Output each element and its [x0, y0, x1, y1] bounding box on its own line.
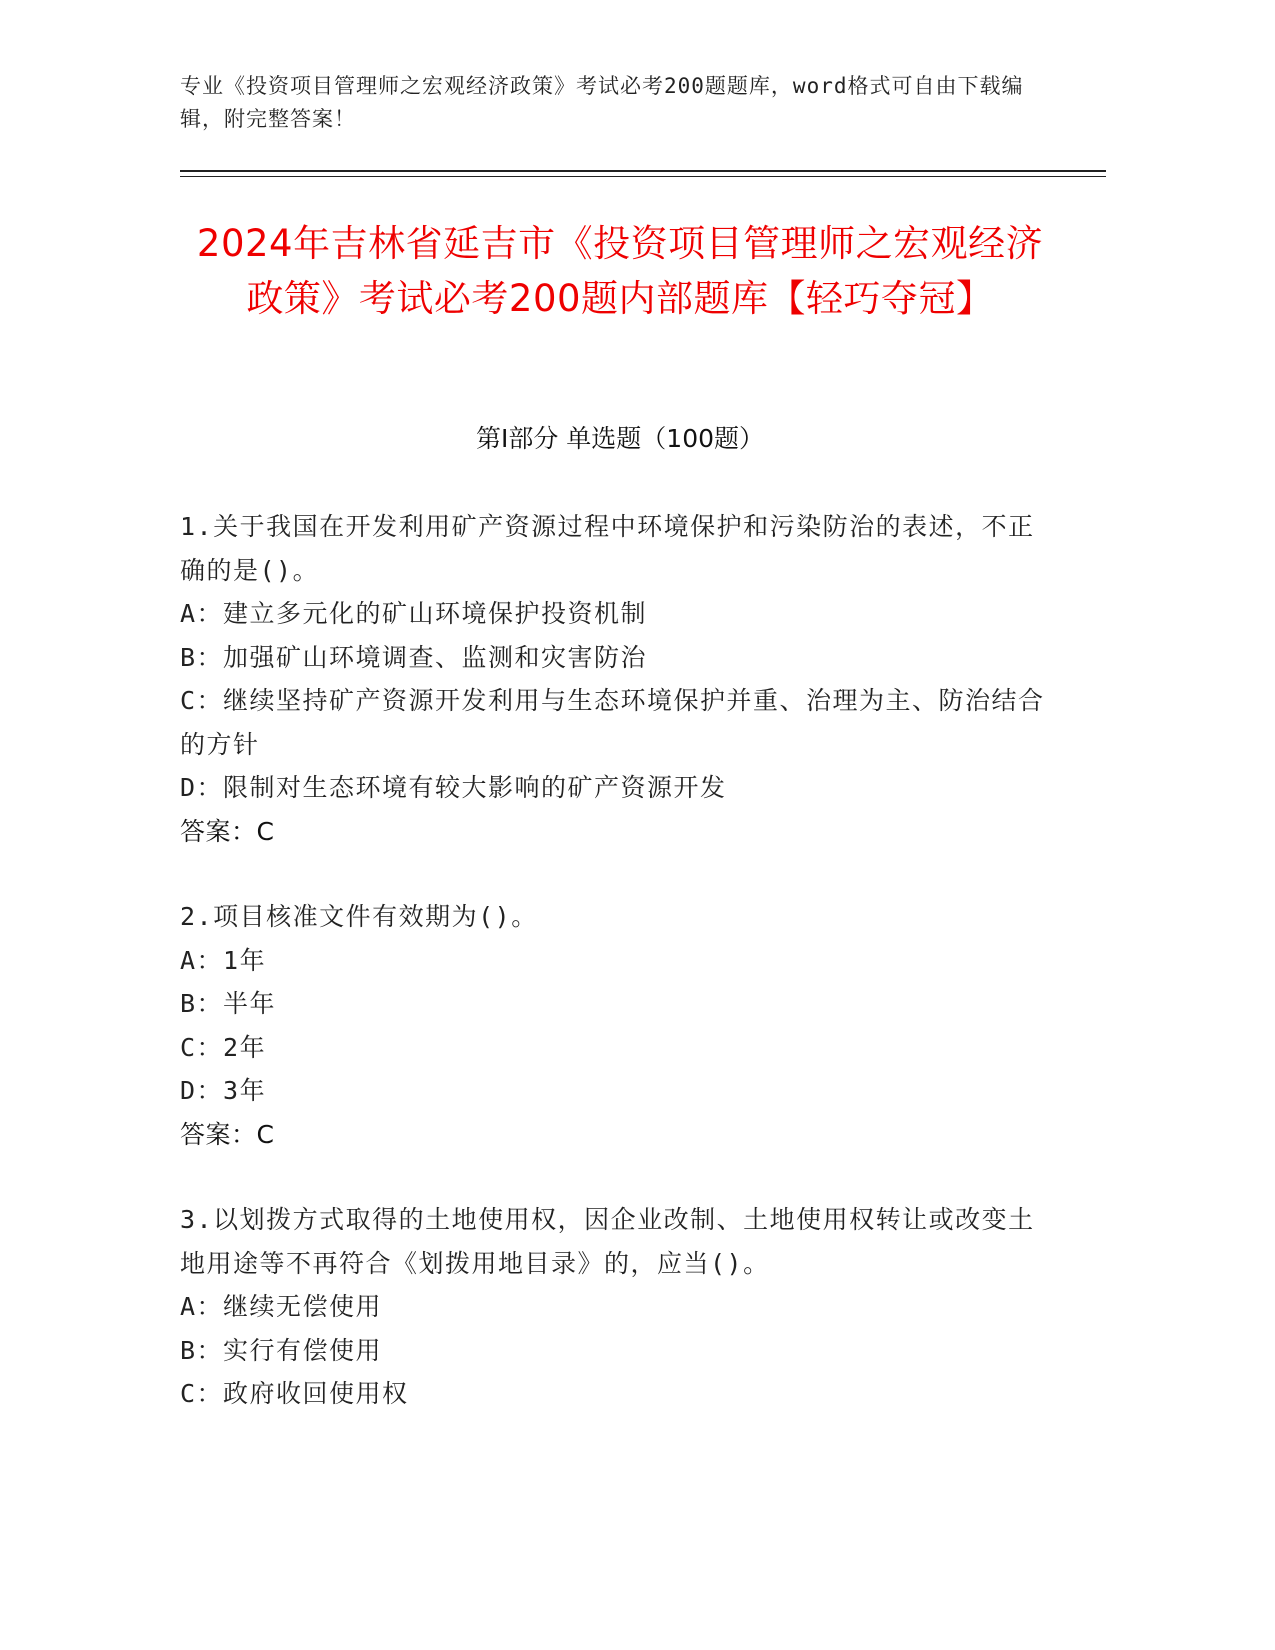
header-note: 专业《投资项目管理师之宏观经济政策》考试必考200题题库，word格式可自由下载编辑，附完整答案！ — [180, 74, 1024, 131]
option-b: B：加强矿山环境调查、监测和灾害防治 — [180, 642, 648, 672]
answer: 答案：C — [180, 1119, 275, 1149]
header-rule-thin — [180, 176, 1106, 177]
option-c: C：政府收回使用权 — [180, 1379, 409, 1408]
option-a: A：建立多元化的矿山环境保护投资机制 — [180, 599, 648, 628]
document-title: 2024年吉林省延吉市《投资项目管理师之宏观经济政策》考试必考200题内部题库【轻巧夺冠】 — [196, 222, 1044, 320]
option-a: A：继续无偿使用 — [180, 1292, 383, 1321]
question-list — [180, 505, 1060, 1458]
question-3 — [180, 1198, 1060, 1416]
option-a: A：1年 — [180, 945, 267, 975]
section-heading: 第Ⅰ部分 单选题（100题） — [475, 424, 765, 453]
option-b: B：实行有偿使用 — [180, 1335, 383, 1365]
question-1 — [180, 505, 1060, 853]
option-d: D：限制对生态环境有较大影响的矿产资源开发 — [180, 773, 727, 802]
option-b: B：半年 — [180, 989, 277, 1018]
option-c: C：2年 — [180, 1032, 267, 1062]
question-stem: 1.关于我国在开发利用矿产资源过程中环境保护和污染防治的表述，不正确的是()。 — [180, 512, 1035, 585]
question-stem: 2.项目核准文件有效期为()。 — [180, 902, 538, 931]
question-stem: 3.以划拨方式取得的土地使用权，因企业改制、土地使用权转让或改变土地用途等不再符合《划拨用地目录》的，应当()。 — [180, 1205, 1035, 1278]
question-2 — [180, 895, 1060, 1156]
option-c: C：继续坚持矿产资源开发利用与生态环境保护并重、治理为主、防治结合的方针 — [180, 686, 1045, 759]
answer: 答案：C — [180, 816, 275, 846]
option-d: D：3年 — [180, 1076, 267, 1105]
header-rule-thick — [180, 170, 1106, 172]
